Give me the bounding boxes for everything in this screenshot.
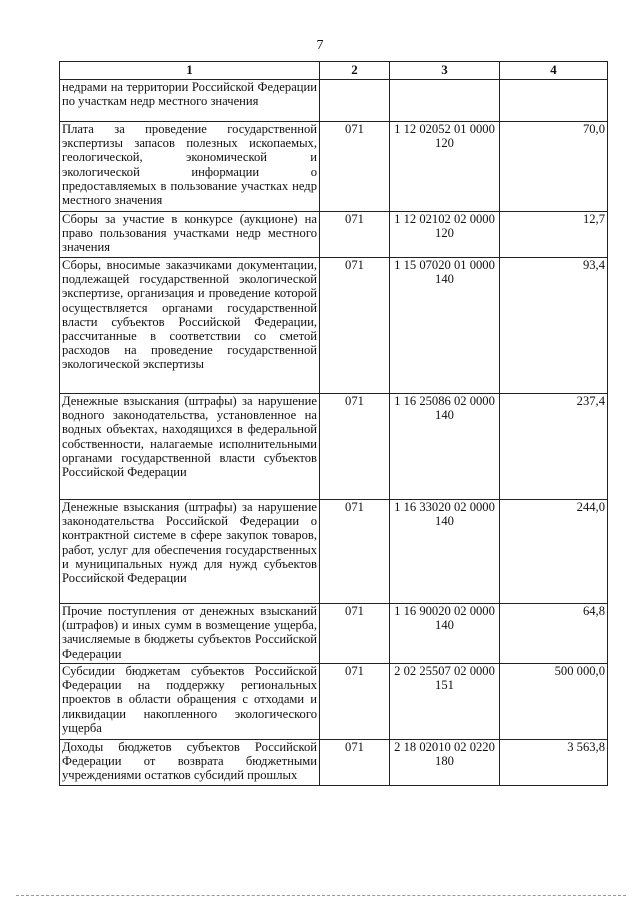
column-header-name: 1 [60, 62, 320, 80]
admin-code [320, 80, 390, 122]
table-row [60, 80, 608, 122]
table-row [60, 258, 608, 394]
amount: 64,8 [500, 604, 608, 664]
page-number: 7 [316, 38, 324, 53]
admin-code: 071 [320, 258, 390, 394]
table-row [60, 664, 608, 740]
revenue-name: Доходы бюджетов субъектов Российской Федерации от возврата бюджетными учреждениями остатков субсидий прошлых [60, 740, 320, 786]
table-row [60, 740, 608, 786]
budget-classification-code: 1 16 33020 02 0000 140 [390, 500, 500, 604]
budget-revenue-table [59, 61, 608, 786]
table-row [60, 212, 608, 258]
scan-edge-line [16, 895, 626, 896]
revenue-name: недрами на территории Российской Федерации по участкам недр местного значения [60, 80, 320, 122]
column-header-code: 3 [390, 62, 500, 80]
amount: 3 563,8 [500, 740, 608, 786]
amount: 70,0 [500, 122, 608, 212]
budget-classification-code: 2 02 25507 02 0000 151 [390, 664, 500, 740]
budget-classification-code: 1 12 02052 01 0000 120 [390, 122, 500, 212]
admin-code: 071 [320, 394, 390, 500]
budget-classification-code: 1 16 90020 02 0000 140 [390, 604, 500, 664]
admin-code: 071 [320, 500, 390, 604]
table-row [60, 394, 608, 500]
budget-classification-code: 1 12 02102 02 0000 120 [390, 212, 500, 258]
revenue-name: Плата за проведение государственной экспертизы запасов полезных ископаемых, геологической, экономической и экологической информации о предоставляемых в пользование участках недр местного значения [60, 122, 320, 212]
amount [500, 80, 608, 122]
table-row [60, 500, 608, 604]
revenue-name: Денежные взыскания (штрафы) за нарушение водного законодательства, установленное на водных объектах, находящихся в федеральной собственности, налагаемые исполнительными органами государственной власти субъектов Российской Федерации [60, 394, 320, 500]
revenue-name: Сборы за участие в конкурсе (аукционе) на право пользования участками недр местного значения [60, 212, 320, 258]
revenue-name: Денежные взыскания (штрафы) за нарушение законодательства Российской Федерации о контрактной системе в сфере закупок товаров, работ, услуг для обеспечения государственных и муниципальных нужд для нужд субъектов Российской Федерации [60, 500, 320, 604]
amount: 93,4 [500, 258, 608, 394]
admin-code: 071 [320, 664, 390, 740]
revenue-name: Сборы, вносимые заказчиками документации, подлежащей государственной экологической экспертизе, организация и проведение которой осуществляется органами государственной власти субъектов Российской Федерации, рассчитанные в соответствии со сметой расходов на проведение государственной экологической экспертизы [60, 258, 320, 394]
budget-classification-code: 1 16 25086 02 0000 140 [390, 394, 500, 500]
table-row [60, 604, 608, 664]
budget-classification-code: 1 15 07020 01 0000 140 [390, 258, 500, 394]
amount: 500 000,0 [500, 664, 608, 740]
column-header-admin: 2 [320, 62, 390, 80]
amount: 12,7 [500, 212, 608, 258]
table-header-row [60, 62, 608, 80]
revenue-name: Прочие поступления от денежных взысканий (штрафов) и иных сумм в возмещение ущерба, зачисляемые в бюджеты субъектов Российской Федерации [60, 604, 320, 664]
budget-classification-code [390, 80, 500, 122]
admin-code: 071 [320, 122, 390, 212]
column-header-amount: 4 [500, 62, 608, 80]
budget-classification-code: 2 18 02010 02 0220 180 [390, 740, 500, 786]
admin-code: 071 [320, 212, 390, 258]
admin-code: 071 [320, 740, 390, 786]
amount: 244,0 [500, 500, 608, 604]
revenue-name: Субсидии бюджетам субъектов Российской Федерации на поддержку региональных проектов в области обращения с отходами и ликвидации накопленного экологического ущерба [60, 664, 320, 740]
table-row [60, 122, 608, 212]
amount: 237,4 [500, 394, 608, 500]
admin-code: 071 [320, 604, 390, 664]
